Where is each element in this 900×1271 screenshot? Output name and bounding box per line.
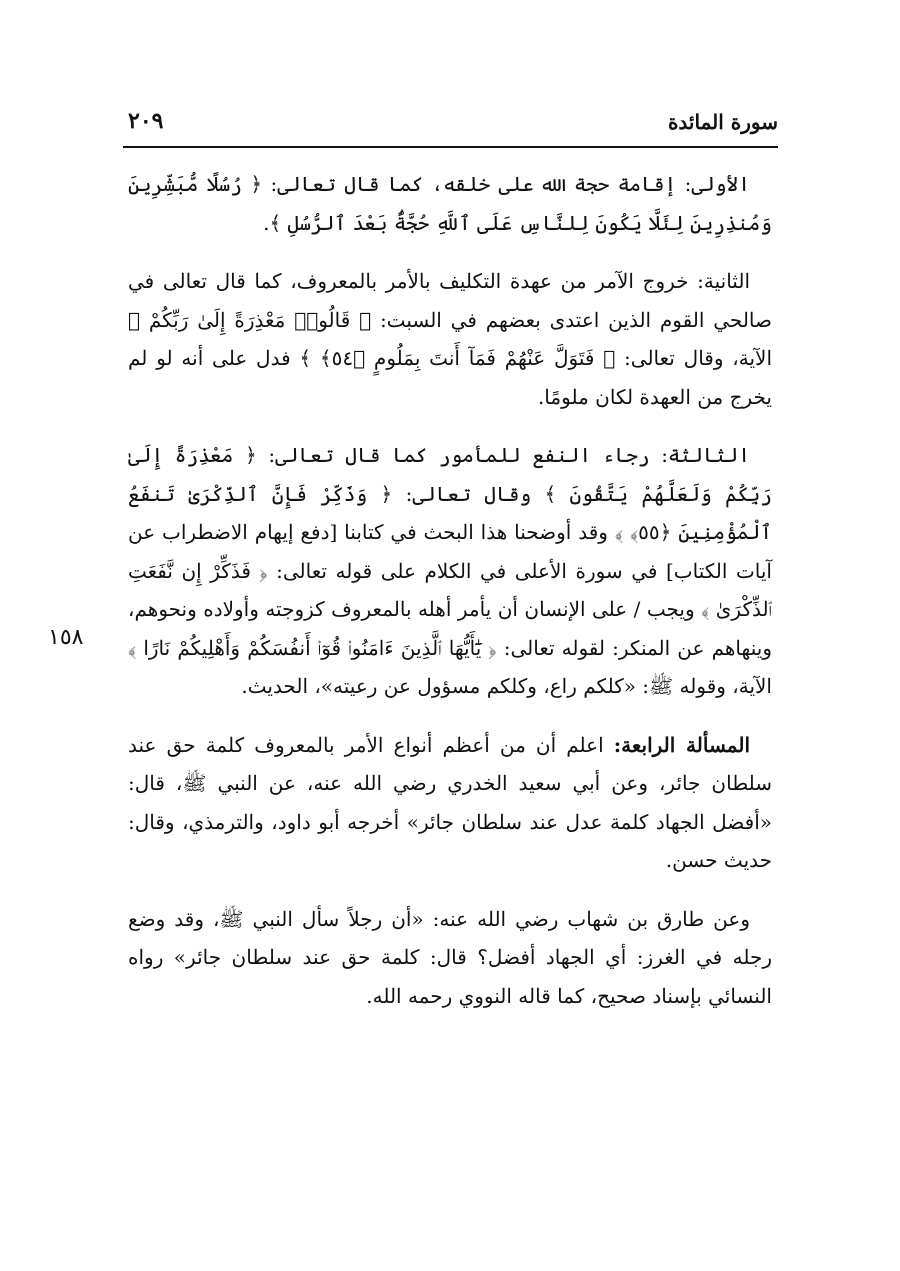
body-text: [128, 165, 772, 1035]
paragraph-fourth-issue: [128, 726, 772, 880]
paragraph-fourth-text: اعلم أن من أعظم أنواع الأمر بالمعروف كلمة حق عند سلطان جائر، وعن أبي سعيد الخدري رضي الله عنه، عن النبي ﷺ، قال: «أفضل الجهاد كلمة عدل عند سلطان جائر» أخرجه أبو داود، والترمذي، وقال: حديث حسن.: [128, 732, 772, 872]
chapter-title: سورة المائدة: [667, 110, 778, 134]
page-header: [128, 108, 778, 144]
header-rule: [123, 146, 778, 148]
paragraph-second: الثانية: خروج الآمر من عهدة التكليف بالأمر بالمعروف، كما قال تعالى في صالحي القوم الذين اعتدى بعضهم في السبت: ﴿ قَالُوا۟ مَعْذِرَةً إِلَىٰ رَبِّكُمْ ﴾ الآية، وقال تعالى: ﴿ فَتَوَلَّ عَنْهُمْ فَمَآ أَنتَ بِمَلُومٍ ﴿٥٤﴾ ﴾ فدل على أنه لو لم يخرج من العهدة لكان ملومًا.: [128, 269, 772, 409]
issue-heading: المسألة الرابعة:: [613, 732, 750, 757]
margin-page-number: ١٥٨: [48, 625, 84, 650]
paragraph-third: الثالثة: رجاء النفع للمأمور كما قال تعالى: ﴿ مَعْذِرَةً إِلَىٰ رَبِّكُمْ وَلَعَلَّهُمْ يَتَّقُونَ ﴾ وقال تعالى: ﴿ وَذَكِّرْ فَإِنَّ ٱلذِّكْرَىٰ تَنفَعُ ٱلْمُؤْمِنِينَ ﴿٥٥﴾ ﴾ وقد أوضحنا هذا البحث في كتابنا [دفع إيهام الاضطراب عن آيات الكتاب] في سورة الأعلى في الكلام على قوله تعالى: ﴿ فَذَكِّرْ إِن نَّفَعَتِ ٱلذِّكْرَىٰ ﴾ ويجب / على الإنسان أن يأمر أهله بالمعروف كزوجته وأولاده ونحوهم، وينهاهم عن المنكر: لقوله تعالى: ﴿ يَٰٓأَيُّهَا ٱلَّذِينَ ءَامَنُوا۟ قُوٓا۟ أَنفُسَكُمْ وَأَهْلِيكُمْ نَارًا ﴾ الآية، وقوله ﷺ: «كلكم راع، وكلكم مسؤول عن رعيته»، الحديث.: [128, 443, 773, 698]
paragraph-hadith-tariq: وعن طارق بن شهاب رضي الله عنه: «أن رجلاً سأل النبي ﷺ، وقد وضع رجله في الغرز: أي الجهاد أفضل؟ قال: كلمة حق عند سلطان جائر» رواه النسائي بإسناد صحيح، كما قاله النووي رحمه الله.: [128, 906, 772, 1008]
page-number: ٢٠٩: [128, 108, 164, 134]
paragraph-first: الأولى: إقامة حجة الله على خلقه، كما قال تعالى: ﴿ رُسُلًا مُّبَشِّرِينَ وَمُنذِرِينَ لِئَلَّا يَكُونَ لِلنَّاسِ عَلَى ٱللَّهِ حُجَّةٌۢ بَعْدَ ٱلرُّسُلِ ﴾.: [128, 172, 772, 235]
